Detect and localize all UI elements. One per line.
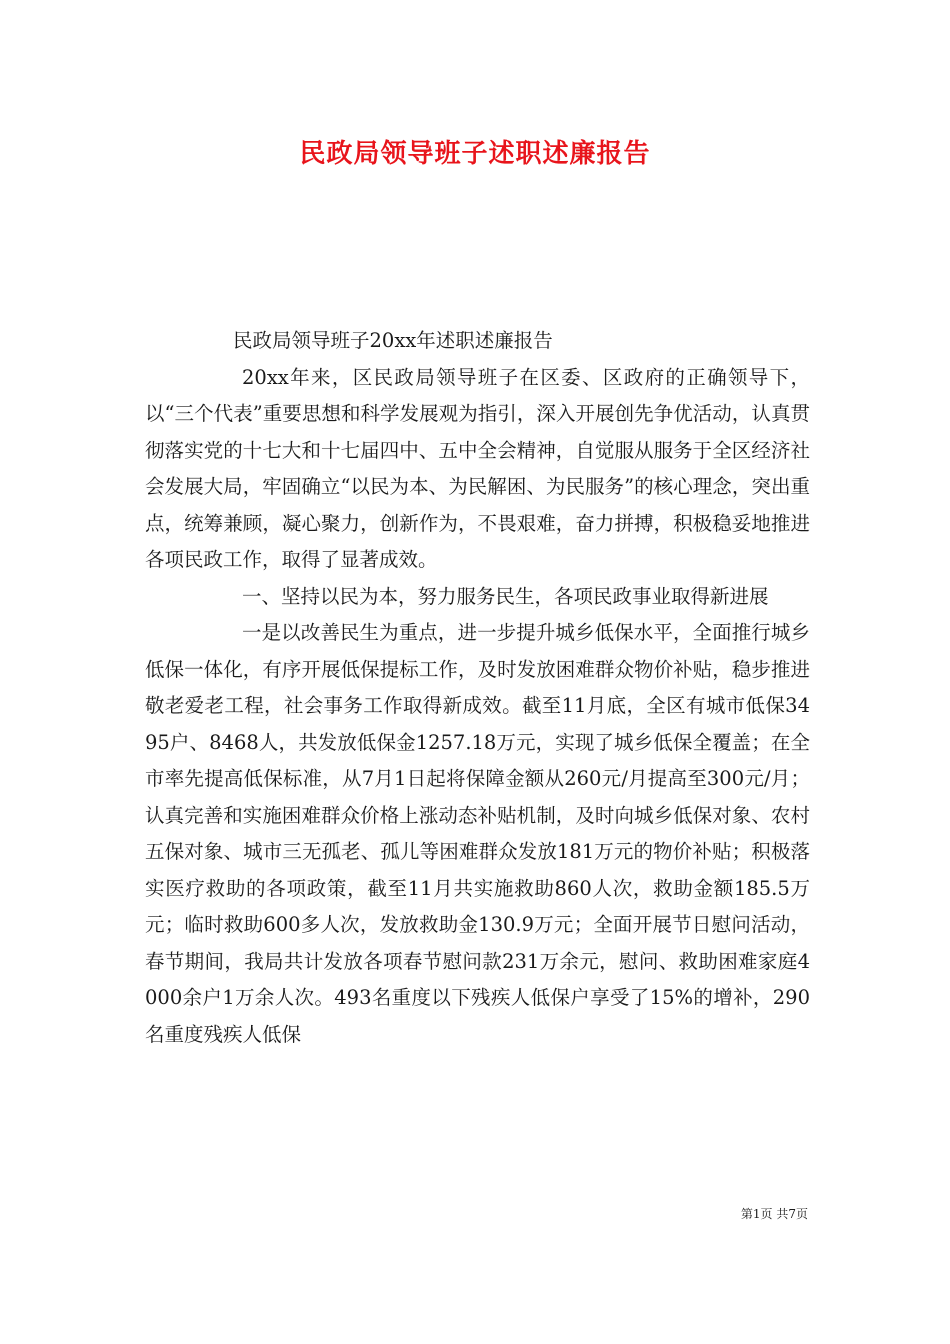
section-heading-1: 一、坚持以民为本，努力服务民生，各项民政事业取得新进展 xyxy=(242,584,769,608)
report-subtitle: 民政局领导班子20xx年述职述廉报告 xyxy=(233,329,553,352)
paragraph-section-1: 一是以改善民生为重点，进一步提升城乡低保水平，全面推行城乡低保一体化，有序开展低保提标工作，及时发放困难群众物价补贴，稳步推进敬老爱老工程，社会事务工作取得新成效。截至11月底，全区有城市低保3495户、8468人，共发放低保金1257.18万元，实现了城乡低保全覆盖；在全市率先提高低保标准，从7月1日起将保障金额从260元/月提高至300元/月；认真完善和实施困难群众价格上涨动态补贴机制，及时向城乡低保对象、农村五保对象、城市三无孤老、孤儿等困难群众发放181万元的物价补贴；积极落实医疗救助的各项政策，截至11月共实施救助860人次，救助金额185.5万元；临时救助600多人次，发放救助金130.9万元；全面开展节日慰问活动，春节期间，我局共计发放各项春节慰问款231万余元，慰问、救助困难家庭4000余户1万余人次。493名重度以下残疾人低保户享受了15%的增补，290名重度残疾人低保 xyxy=(145,621,810,1046)
document-body xyxy=(145,323,810,1053)
page-number-footer: 第1页 共7页 xyxy=(740,1207,808,1221)
paragraph-intro: 20xx年来，区民政局领导班子在区委、区政府的正确领导下，以“三个代表”重要思想和科学发展观为指引，深入开展创先争优活动，认真贯彻落实党的十七大和十七届四中、五中全会精神，自觉服从服务于全区经济社会发展大局，牢固确立“以民为本、为民解困、为民服务”的核心理念，突出重点，统筹兼顾，凝心聚力，创新作为，不畏艰难，奋力拼搏，积极稳妥地推进各项民政工作，取得了显著成效。 xyxy=(145,365,810,571)
document-title: 民政局领导班子述职述廉报告 xyxy=(299,139,651,169)
